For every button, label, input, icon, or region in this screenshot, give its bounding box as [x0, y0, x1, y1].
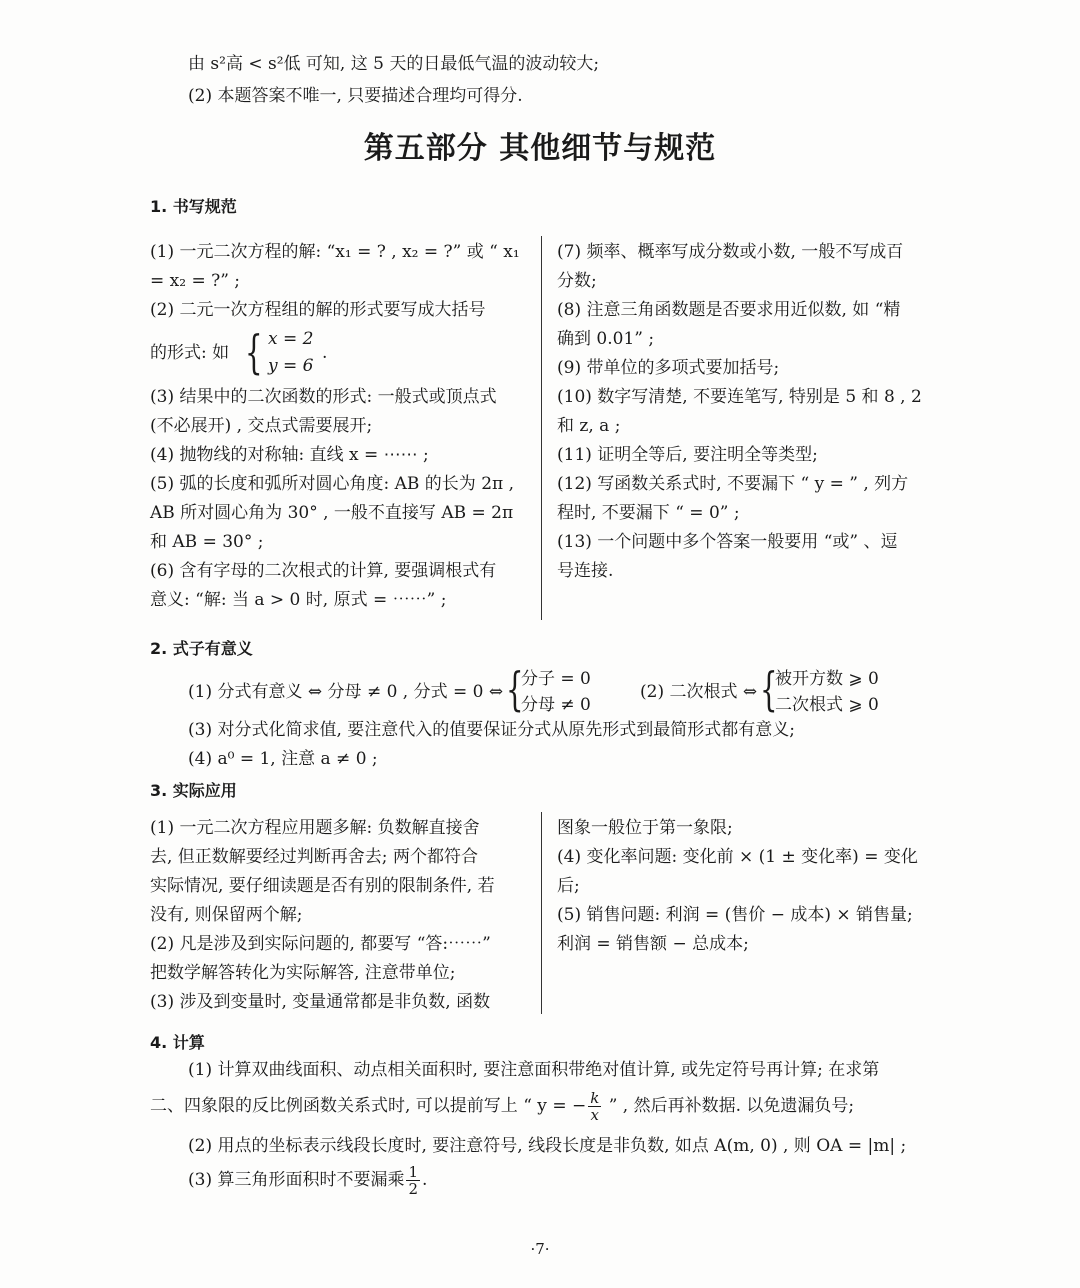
equation-row: y = 6 [268, 356, 314, 376]
brace-row: 被开方数 ⩾ 0 [775, 669, 879, 689]
text-line: 利润 = 销售额 − 总成本; [557, 934, 749, 954]
brace-symbol: { [760, 662, 778, 716]
fraction-line [150, 1084, 854, 1128]
text-line: (3) 算三角形面积时不要漏乘 [188, 1170, 405, 1190]
section-3-left-column [150, 814, 530, 1017]
text-line: 没有, 则保留两个解; [150, 905, 303, 925]
page-title: 第五部分 其他细节与规范 [363, 131, 717, 166]
text-line: (6) 含有字母的二次根式的计算, 要强调根式有 [150, 561, 497, 581]
fraction-numerator: k [590, 1089, 600, 1107]
text-line: AB 所对圆心角为 30° , 一般不直接写 AB = 2π [150, 503, 514, 523]
section-3-right-column [557, 814, 937, 959]
text-line: 号连接. [557, 561, 614, 581]
text-line: (4) 变化率问题: 变化前 × (1 ± 变化率) = 变化 [557, 847, 918, 867]
text-line: (1) 一元二次方程的解: “x₁ = ? , x₂ = ?” 或 “ x₁ [150, 242, 520, 262]
text-line: 意义: “解: 当 a > 0 时, 原式 = ⋯⋯” ; [150, 590, 447, 610]
equation-system-line: 的形式: 如 { x = 2 y = 6 . [150, 325, 328, 379]
text-line: (10) 数字写清楚, 不要连笔写, 特别是 5 和 8 , 2 [557, 387, 922, 407]
brace-symbol: { [506, 662, 524, 716]
text-line: 去, 但正数解要经过判断再舍去; 两个都符合 [150, 847, 478, 867]
top-line-2: (2) 本题答案不唯一, 只要描述合理均可得分. [188, 86, 523, 106]
column-divider [541, 236, 542, 620]
text-line: (2) 二元一次方程组的解的形式要写成大括号 [150, 300, 486, 320]
text-line: (11) 证明全等后, 要注明全等类型; [557, 445, 818, 465]
text-line: (4) a⁰ = 1, 注意 a ≠ 0 ; [188, 749, 378, 769]
text-line: (12) 写函数关系式时, 不要漏下 “ y = ” , 列方 [557, 474, 909, 494]
text-line: 分数; [557, 271, 597, 291]
section-4-heading: 4. 计算 [150, 1033, 205, 1052]
text-line: (3) 对分式化简求值, 要注意代入的值要保证分式从原先形式到最简形式都有意义; [188, 720, 796, 740]
top-line-1: 由 s²高 < s²低 可知, 这 5 天的日最低气温的波动较大; [188, 54, 600, 74]
text-line: ” , 然后再补数据. 以免遗漏负号; [603, 1096, 855, 1116]
fraction-denominator: 2 [408, 1180, 419, 1198]
brace-symbol: { [245, 325, 263, 379]
text-line: 和 AB = 30° ; [150, 532, 264, 552]
section-1-left-column [150, 238, 530, 615]
text-line: (9) 带单位的多项式要加括号; [557, 358, 780, 378]
text-line: 实际情况, 要仔细读题是否有别的限制条件, 若 [150, 876, 495, 896]
text-line: 二、四象限的反比例函数关系式时, 可以提前写上 “ y = − [150, 1096, 587, 1116]
text-line: (8) 注意三角函数题是否要求用近似数, 如 “精 [557, 300, 901, 320]
equation-row: x = 2 [268, 329, 314, 349]
text-line: (1) 分式有意义 ⇔ 分母 ≠ 0 , 分式 = 0 ⇔ [188, 682, 504, 702]
text-line: (2) 用点的坐标表示线段长度时, 要注意符号, 线段长度是非负数, 如点 A(m, 0) , 则 OA = |m| ; [188, 1136, 907, 1156]
text-line: (1) 一元二次方程应用题多解: 负数解直接舍 [150, 818, 480, 838]
fraction-one-half [406, 1164, 420, 1197]
text-line: . [422, 1170, 428, 1190]
text-line: (5) 弧的长度和弧所对圆心角度: AB 的长为 2π , [150, 474, 514, 494]
text-line: (不必展开) , 交点式需要展开; [150, 416, 373, 436]
section-1-heading: 1. 书写规范 [150, 197, 237, 216]
brace-row: 分母 ≠ 0 [521, 695, 591, 715]
fraction-line [188, 1158, 427, 1202]
column-divider [541, 812, 542, 1014]
text-line: 后; [557, 876, 580, 896]
fraction-numerator: 1 [408, 1163, 419, 1181]
text-line: (1) 计算双曲线面积、动点相关面积时, 要注意面积带绝对值计算, 或先定符号再计算; 在求第 [188, 1060, 880, 1080]
text-line: 确到 0.01” ; [557, 329, 655, 349]
section-2-row-1 [188, 664, 988, 716]
fraction-k-over-x [588, 1090, 601, 1123]
text-line: (3) 涉及到变量时, 变量通常都是非负数, 函数 [150, 992, 491, 1012]
text-line: (7) 频率、概率写成分数或小数, 一般不写成百 [557, 242, 904, 262]
fraction-denominator: x [590, 1106, 599, 1124]
text-line: (5) 销售问题: 利润 = (售价 − 成本) × 销售量; [557, 905, 913, 925]
text-line: (4) 抛物线的对称轴: 直线 x = ⋯⋯ ; [150, 445, 429, 465]
text-line: 和 z, a ; [557, 416, 621, 436]
text-line: 程时, 不要漏下 “ = 0” ; [557, 503, 740, 523]
text-line: 把数学解答转化为实际解答, 注意带单位; [150, 963, 456, 983]
brace-row: 分子 = 0 [521, 669, 591, 689]
brace-row: 二次根式 ⩾ 0 [775, 695, 879, 715]
text-line: 图象一般位于第一象限; [557, 818, 733, 838]
text-line: 的形式: 如 [150, 343, 230, 363]
section-3-heading: 3. 实际应用 [150, 781, 237, 800]
page-number: ·7· [530, 1240, 550, 1258]
text-line: (13) 一个问题中多个答案一般要用 “或” 、逗 [557, 532, 898, 552]
text-line: = x₂ = ?” ; [150, 271, 241, 291]
section-2-heading: 2. 式子有意义 [150, 639, 253, 658]
section-1-right-column [557, 238, 937, 586]
text-line: (2) 凡是涉及到实际问题的, 都要写 “答:⋯⋯” [150, 934, 491, 954]
text-line: (3) 结果中的二次函数的形式: 一般式或顶点式 [150, 387, 497, 407]
text-line: (2) 二次根式 ⇔ [640, 682, 758, 702]
